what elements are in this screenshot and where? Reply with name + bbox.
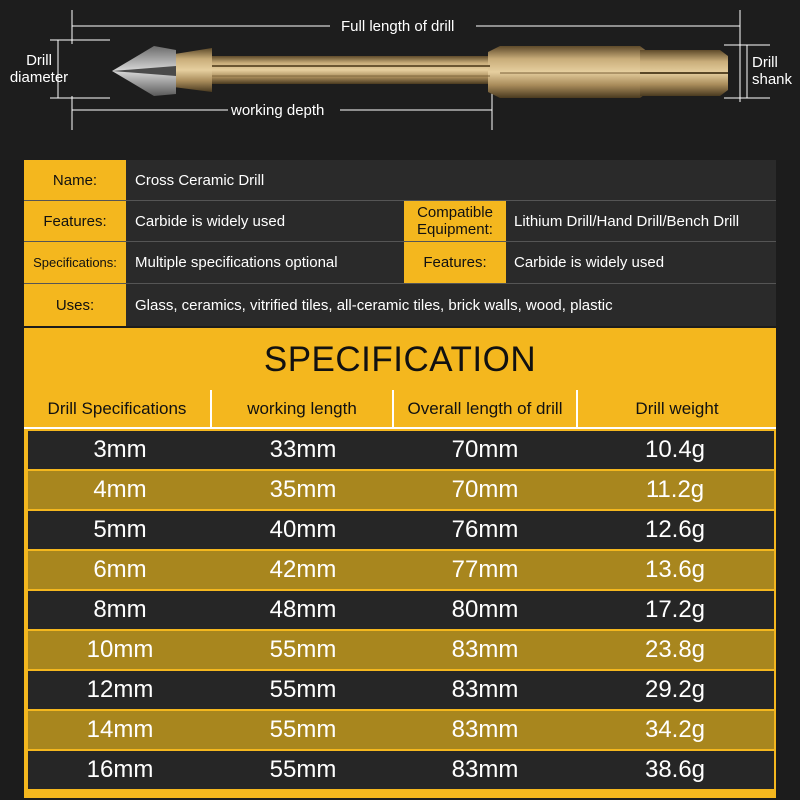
table-row	[28, 671, 774, 709]
spec-size-cell: 10mm	[86, 636, 154, 663]
name-label: Name:	[24, 160, 126, 200]
header-working-length: working length	[247, 398, 357, 418]
spec-size-cell: 8mm	[93, 596, 147, 623]
spec-size-cell: 16mm	[86, 756, 154, 783]
spec-overall-length-cell: 76mm	[451, 516, 519, 543]
drill-diameter-label-line2: diameter	[9, 69, 69, 86]
uses-label: Uses:	[24, 284, 126, 326]
spec-weight-cell: 10.4g	[644, 436, 706, 463]
spec-size-cell: 6mm	[93, 556, 147, 583]
drill-shank-label	[752, 54, 792, 88]
features-value: Carbide is widely used	[135, 212, 286, 230]
compatible-label-line1: Compatible	[417, 204, 493, 221]
compatible-label-line2: Equipment:	[417, 221, 493, 238]
features-label: Features:	[24, 201, 126, 241]
drill-shank-label-line1: Drill	[752, 54, 778, 71]
spec-weight-cell: 38.6g	[644, 756, 706, 783]
spec-working-length-cell: 33mm	[269, 436, 337, 463]
spec-weight-cell: 34.2g	[644, 716, 706, 743]
specifications-value: Multiple specifications optional	[135, 254, 338, 271]
product-info-table	[24, 160, 776, 326]
working-depth-label: working depth	[228, 102, 327, 119]
drill-diameter-label-line1: Drill	[26, 52, 52, 69]
specifications-label: Specifications:	[24, 242, 126, 283]
spec-working-length-cell: 42mm	[269, 556, 337, 583]
spec-weight-cell: 12.6g	[644, 516, 706, 543]
table-row	[28, 631, 774, 669]
spec-working-length-cell: 48mm	[269, 596, 337, 623]
spec-overall-length-cell: 70mm	[451, 476, 519, 503]
spec-working-length-cell: 35mm	[269, 476, 337, 503]
table-row	[28, 511, 774, 549]
spec-overall-length-cell: 83mm	[451, 716, 519, 743]
drill-bit	[112, 46, 728, 98]
header-overall-length: Overall length of drill	[407, 398, 563, 418]
spec-overall-length-cell: 70mm	[451, 436, 519, 463]
spec-size-cell: 3mm	[93, 436, 147, 463]
spec-weight-cell: 11.2g	[645, 476, 705, 503]
drill-shank-label-line2: shank	[752, 71, 793, 88]
spec-working-length-cell: 55mm	[269, 716, 337, 743]
spec-overall-length-cell: 80mm	[451, 596, 519, 623]
drill-diameter-label	[4, 52, 74, 86]
spec-weight-cell: 17.2g	[644, 596, 706, 623]
spec-working-length-cell: 40mm	[269, 516, 337, 543]
table-row	[28, 471, 774, 509]
full-length-label: Full length of drill	[338, 18, 457, 35]
features2-label: Features:	[404, 242, 506, 283]
uses-value: Glass, ceramics, vitrified tiles, all-ceramic tiles, brick walls, wood, plastic	[135, 296, 613, 314]
spec-working-length-cell: 55mm	[269, 676, 337, 703]
spec-size-cell: 14mm	[86, 716, 154, 743]
spec-weight-cell: 29.2g	[644, 676, 706, 703]
compatible-equipment-label	[404, 201, 506, 241]
spec-size-cell: 4mm	[93, 476, 147, 503]
spec-size-cell: 5mm	[93, 516, 147, 543]
specification-table	[24, 328, 776, 798]
table-row	[28, 751, 774, 789]
spec-overall-length-cell: 77mm	[451, 556, 519, 583]
spec-size-cell: 12mm	[86, 676, 154, 703]
spec-working-length-cell: 55mm	[269, 636, 337, 663]
specification-title: SPECIFICATION	[263, 340, 537, 379]
spec-weight-cell: 23.8g	[644, 636, 706, 663]
spec-weight-cell: 13.6g	[644, 556, 706, 583]
table-row	[28, 591, 774, 629]
spec-working-length-cell: 55mm	[269, 756, 337, 783]
table-row	[28, 431, 774, 469]
header-drill-weight: Drill weight	[635, 398, 719, 418]
table-row	[28, 551, 774, 589]
table-row	[28, 711, 774, 749]
drill-diagram	[0, 0, 800, 160]
spec-overall-length-cell: 83mm	[451, 676, 519, 703]
spec-overall-length-cell: 83mm	[451, 756, 519, 783]
name-value: Cross Ceramic Drill	[135, 171, 265, 189]
compatible-equipment-value: Lithium Drill/Hand Drill/Bench Drill	[514, 212, 740, 230]
header-drill-specifications: Drill Specifications	[47, 398, 187, 418]
spec-overall-length-cell: 83mm	[451, 636, 519, 663]
features2-value: Carbide is widely used	[514, 254, 665, 271]
